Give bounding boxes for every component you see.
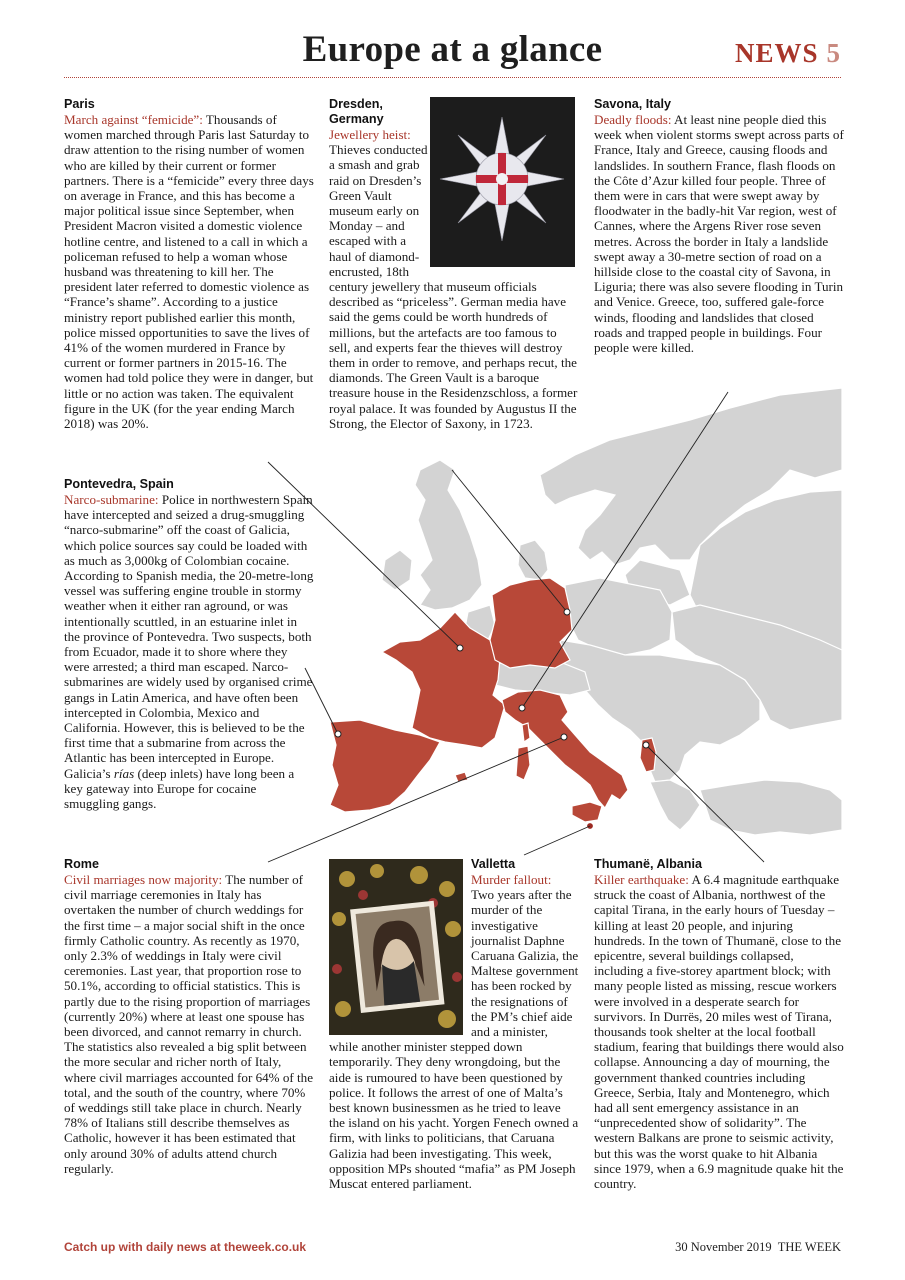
marker-paris bbox=[457, 645, 463, 651]
story-place: Dresden, Germany bbox=[329, 97, 384, 126]
story-body-italic: rías bbox=[113, 765, 135, 781]
story-place: Thumanë, Albania bbox=[594, 857, 702, 871]
journalist-photo bbox=[329, 859, 463, 1035]
story-headline: Civil marriages now majority: bbox=[64, 872, 223, 887]
story-body: Thousands of women marched through Paris last Saturday to draw attention to the rising number of women who are killed by their current or former partners. There is a “femicide” every three days on average in France, and this has become a major political issue since September, when President Macron visited a domestic violence hotline centre, and listened to a call in which a policeman refused to help a woman whose husband was threatening to kill her. The president later referred to domestic violence as “France’s shame”. According to a justice ministry report published earlier this month, police missed opportunities to save the lives of 41% of the women murdered in France by current or former partners in 2015-16. The women had told police they were in danger, but little or no action was taken. The equivalent figure in the UK (for the year ending March 2018) was 20%. bbox=[64, 112, 314, 432]
story-body: A 6.4 magnitude earthquake struck the coast of Albania, northwest of the capital Tirana, in the early hours of Tuesday – killing at least 20 people, and injuring hundreds. In the town of Thumanë, close to the epicentre, several buildings collapsed, including a five-storey apartment block; with many people listed as missing, rescue workers were involved in a desperate search for survivors. In Durrës, 20 miles west of Tirana, thousands took shelter at the local football stadium, fearing that buildings there would also collapse. Announcing a day of mourning, the government thanked countries including Greece, Serbia, Italy and Montenegro, which had all sent emergency assistance in an “unprecedented show of solidarity”. The western Balkans are prone to seismic activity, but this was the worst quake to hit Albania since 1979, when a 6.9 magnitude quake hit the country. bbox=[594, 872, 844, 1192]
marker-thumane bbox=[643, 742, 649, 748]
story-body: Two years after the murder of the investigative journalist Daphne Caruana Galizia, the Maltese government has been rocked by the resignations of the PM’s chief aide and a minister, while another minister stepped down temporarily. They deny wrongdoing, but the aide is rumoured to have been questioned by police. It follows the arrest of one of Malta’s best known businessmen as he tried to leave the island on his yacht. Yorgen Fenech owned a firm, with links to politicians, that Caruana Galizia had been investigating. This week, opposition MPs shouted “mafia” as PM Joseph Muscat entered parliament. bbox=[329, 887, 579, 1192]
map-corsica bbox=[522, 723, 530, 742]
map-germany bbox=[490, 578, 572, 668]
story-place: Savona, Italy bbox=[594, 97, 671, 111]
marker-dresden bbox=[564, 609, 570, 615]
story-headline: Killer earthquake: bbox=[594, 872, 689, 887]
story-headline: Narco-submarine: bbox=[64, 492, 159, 507]
story-body: Thieves conducted a smash and grab raid on Dresden’s Green Vault museum early on Monday – and escaped with a haul of diamond-encrusted, 18th century jewellery that museum officials described as “priceless”. German media have said the gems could be worth hundreds of millions, but the artefacts are too famous to sell, and experts fear the thieves will destroy them in order to remove, and perhaps recut, the diamonds. The Green Vault is a baroque treasure house in the Residenzschloss, a former royal palace. It was founded by Augustus II the Strong, the Elector of Saxony, in 1723. bbox=[329, 142, 578, 431]
story-headline: Deadly floods: bbox=[594, 112, 672, 127]
story-body: At least nine people died this week when violent storms swept across parts of France, Italy and Greece, causing floods and landslides. In southern France, flash floods on the Côte d’Azur killed four people. Three of them were in cars that were swept away by floodwater in the badly-hit Var region, west of Cannes, where the Argens River rose seven metres. Across the border in Italy a landslide swept away a 30-metre section of road on a hillside close to the coastal city of Savona, in Liguria; there was also severe flooding in Turin and Venice. Greece, too, suffered gale-force winds, flooding and landslides that closed roads and trapped people in buildings. Four people were killed. bbox=[594, 112, 844, 356]
story-body: The number of civil marriage ceremonies in Italy has overtaken the number of church weddings for the first time – a major social shift in the once firmly Catholic country. As recently as 1970, only 2.3% of weddings in Italy were civil ceremonies. Last year, that proportion rose to 50.1%, according to official statistics. This is partly due to the rising proportion of marriages (currently 20%) where at least one spouse has been divorced, and cannot remarry in church. The statistics also revealed a big split between the more secular and richer north of Italy, where civil marriages accounted for 64% of the total, and the south of the country, where 70% of weddings still take place in church. Nearly 78% of Italians still describe themselves as Catholic, however it has been estimated that only around 30% of adults attend church regularly. bbox=[64, 872, 314, 1176]
section-name: NEWS bbox=[734, 38, 819, 68]
map-sardinia bbox=[516, 746, 530, 780]
story-place: Valletta bbox=[471, 857, 516, 871]
footer-website-link[interactable]: Catch up with daily news at theweek.co.uk bbox=[64, 1240, 307, 1254]
story-place: Paris bbox=[64, 97, 95, 111]
story-place: Pontevedra, Spain bbox=[64, 477, 174, 491]
page-number: 5 bbox=[826, 38, 841, 68]
footer-publication: THE WEEK bbox=[777, 1240, 841, 1254]
story-body-end: (deep inlets) have long been a key gateway into Europe for cocaine smuggling gangs. bbox=[64, 765, 295, 812]
marker-pontevedra bbox=[335, 731, 341, 737]
story-pontevedra bbox=[64, 477, 314, 811]
marker-savona bbox=[519, 705, 525, 711]
map-sicily bbox=[572, 802, 602, 822]
story-headline: Murder fallout: bbox=[471, 872, 552, 887]
story-rome bbox=[64, 857, 314, 1176]
story-headline: March against “femicide”: bbox=[64, 112, 203, 127]
story-place: Rome bbox=[64, 857, 99, 871]
story-headline: Jewellery heist: bbox=[329, 127, 411, 142]
story-body: Police in northwestern Spain have intercepted and seized a drug-smuggling “narco-submarine” off the coast of Galicia, which police sources say could be loaded with as much as 3,000kg of Colombian cocaine. According to Spanish media, the 20-metre-long vessel was suffering engine trouble in stormy weather when it either ran aground, or was intentionally scuttled, in an estuarine inlet in the province of Pontevedra. Two suspects, both from Ecuador, made it to shore where they were arrested; a third man escaped. Narco-submarines are widely used by organised crime gangs in Latin America, and have often been intercepted in Colombia, Mexico and California. However, this is believed to be the first time that a submarine from across the Atlantic has been intercepted in Europe. Galicia’s bbox=[64, 492, 314, 781]
footer-date: 30 November 2019 bbox=[675, 1240, 772, 1254]
footer-issue-info bbox=[675, 1240, 841, 1255]
marker-rome bbox=[561, 734, 567, 740]
jewellery-photo bbox=[430, 97, 575, 267]
story-thumane bbox=[594, 857, 844, 1191]
story-dresden bbox=[329, 97, 579, 431]
story-paris bbox=[64, 97, 314, 431]
page-title: Europe at a glance bbox=[302, 29, 603, 70]
story-valletta bbox=[329, 857, 579, 1191]
story-savona bbox=[594, 97, 844, 355]
